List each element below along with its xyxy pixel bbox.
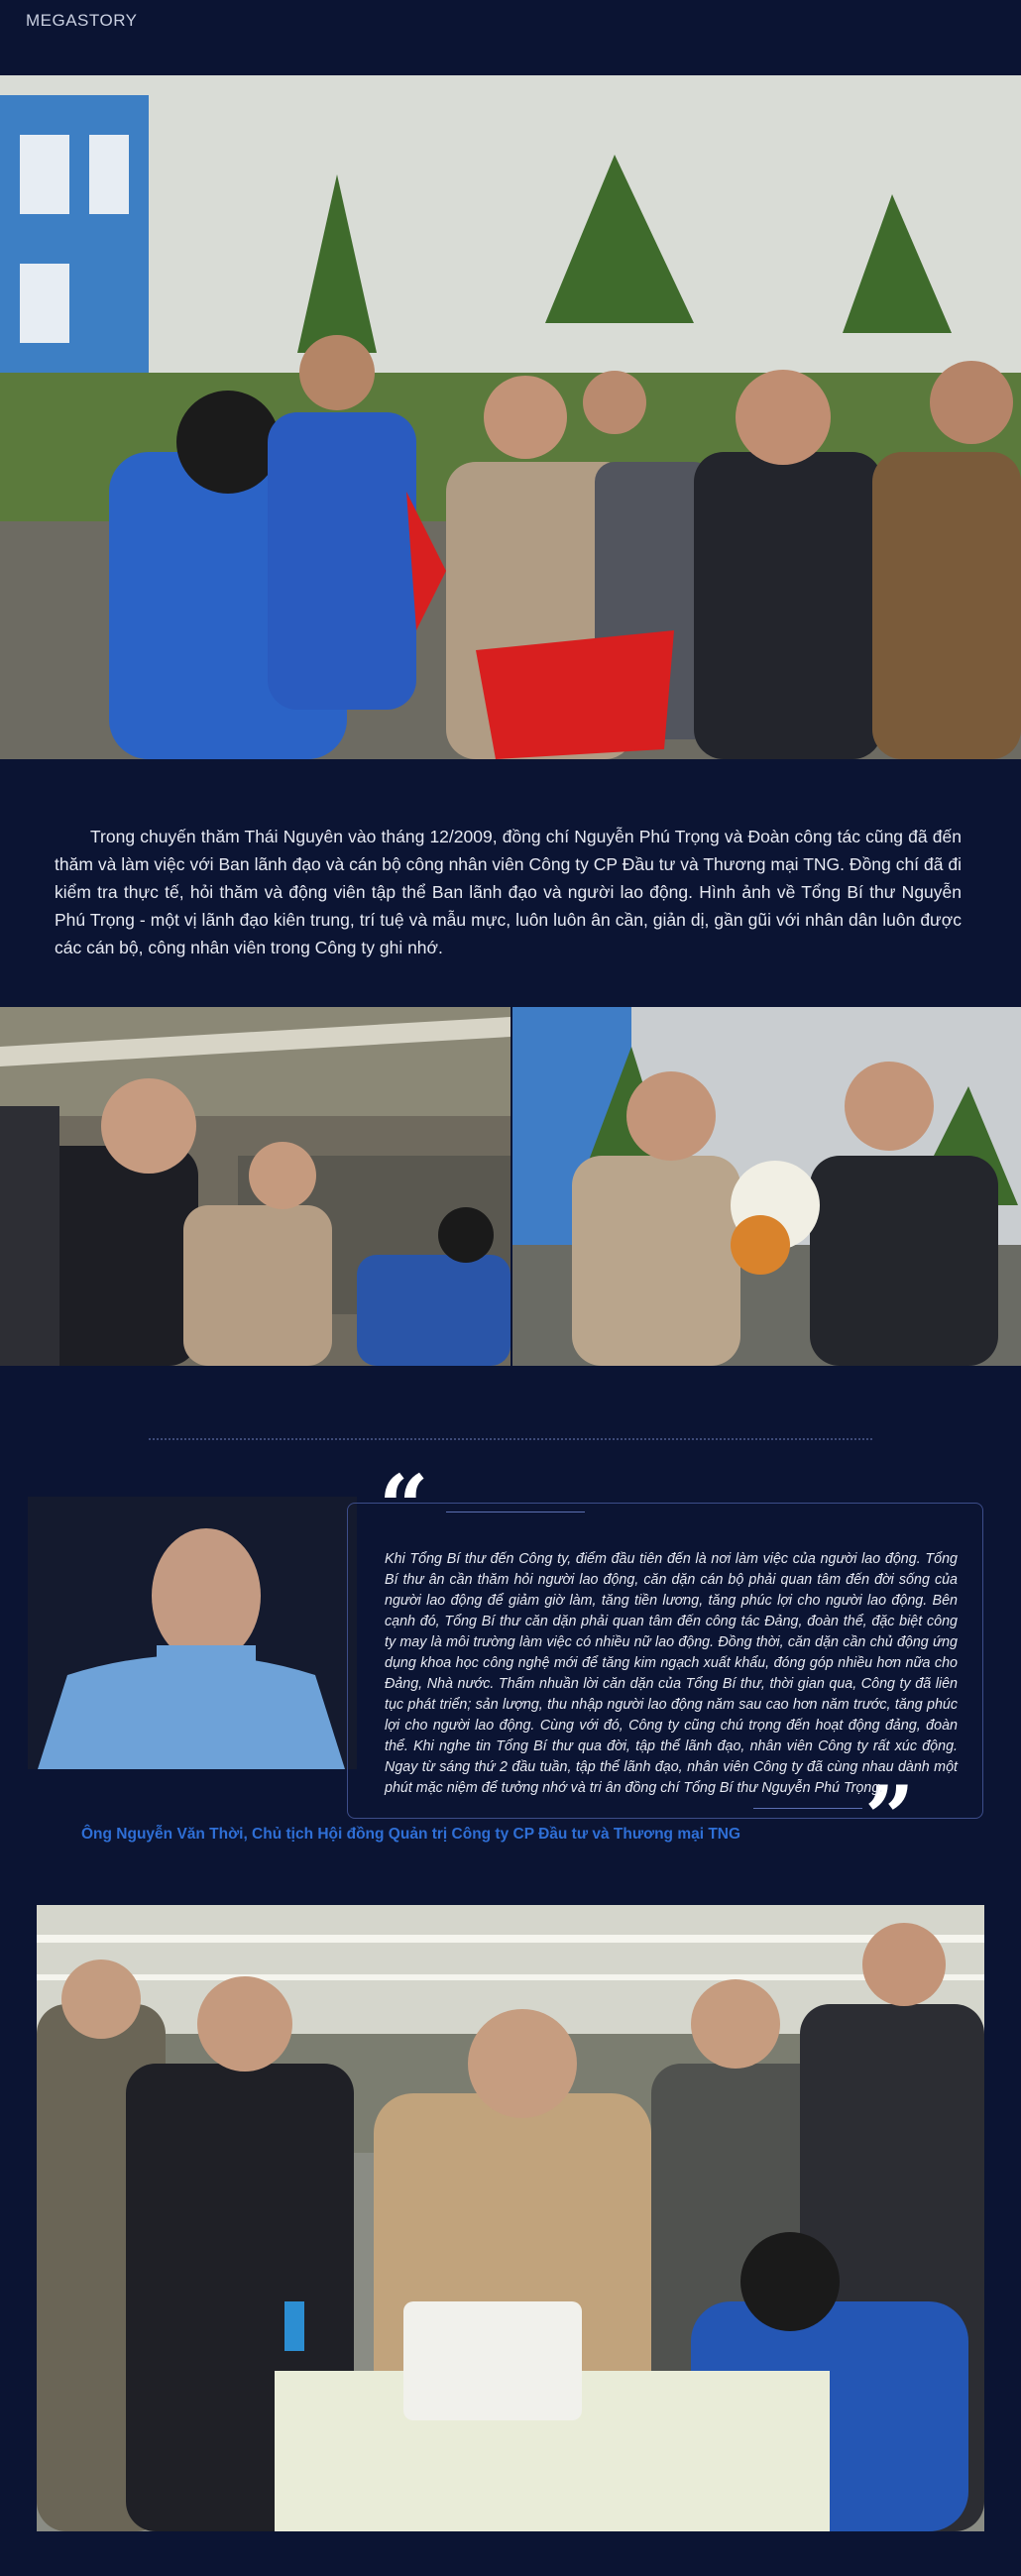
intro-paragraph: Trong chuyến thăm Thái Nguyên vào tháng 12/2009, đồng chí Nguyễn Phú Trọng và Đoàn công tác cũng đã đến thăm và làm việc với Ban lãnh đạo và cán bộ công nhân viên Công ty CP Đầu tư và Thương mại TNG. Đồng chí đã đi kiểm tra thực tế, hỏi thăm và động viên tập thể Ban lãnh đạo và người lao động. Hình ảnh về Tổng Bí thư Nguyễn Phú Trọng - một vị lãnh đạo kiên trung, trí tuệ và mẫu mực, luôn luôn ân cần, giản dị, gần gũi với nhân dân luôn được các cán bộ, công nhân viên trong Công ty ghi nhớ.	[55, 826, 962, 957]
quote-text: Khi Tổng Bí thư đến Công ty, điểm đầu tiên đến là nơi làm việc của người lao động. Tổng Bí thư ân cần thăm hỏi người lao động, căn dặn cán bộ phải quan tâm đến đời sống của người lao động để giảm giờ làm, tăng tiền lương, tăng phúc lợi cho người lao động. Bên cạnh đó, Tổng Bí thư căn dặn phải quan tâm đến công tác Đảng, đoàn thể, đặc biệt công ty may là môi trường làm việc có nhiều nữ lao động. Đồng thời, căn dặn cần chủ động ứng dụng khoa học công nghệ mới để tăng kim ngạch xuất khẩu, đóng góp nhiều hơn nữa cho Đảng, Nhà nước. Thấm nhuần lời căn dặn của Tổng Bí thư, thời gian qua, Công ty đã liên tục phát triển; sản lượng, thu nhập người lao động năm sau cao hơn năm trước, tăng phúc lợi cho người lao động. Cùng với đó, Công ty cũng chú trọng đến hoạt động đảng, đoàn thể. Khi nghe tin Tổng Bí thư qua đời, tập thể lãnh đạo, nhân viên Công ty rất xúc động. Ngay từ sáng thứ 2 đầu tuần, tập thể lãnh đạo, nhân viên Công ty đã cùng nhau dành một phút mặc niệm để tưởng nhớ và tri ân đồng chí Tổng Bí thư Nguyễn Phú Trọng.	[385, 1551, 958, 1797]
quote-attribution: Ông Nguyễn Văn Thời, Chủ tịch Hội đồng Quản trị Công ty CP Đầu tư và Thương mại TNG	[81, 1826, 741, 1843]
photo-flower-presentation	[512, 1007, 1021, 1366]
top-bar	[0, 0, 1021, 75]
quote-close-icon: ”	[864, 1766, 915, 1869]
section-divider	[149, 1438, 872, 1440]
quote-bottom-line	[753, 1808, 862, 1809]
hero-photo-welcome	[0, 75, 1021, 759]
brand-logo[interactable]: MEGASTORY	[26, 11, 138, 30]
photo-factory-visit	[0, 1007, 510, 1366]
quote-open-icon: “	[379, 1455, 429, 1558]
portrait-chairman	[28, 1497, 357, 1769]
photo-sewing-visit	[37, 1905, 984, 2531]
